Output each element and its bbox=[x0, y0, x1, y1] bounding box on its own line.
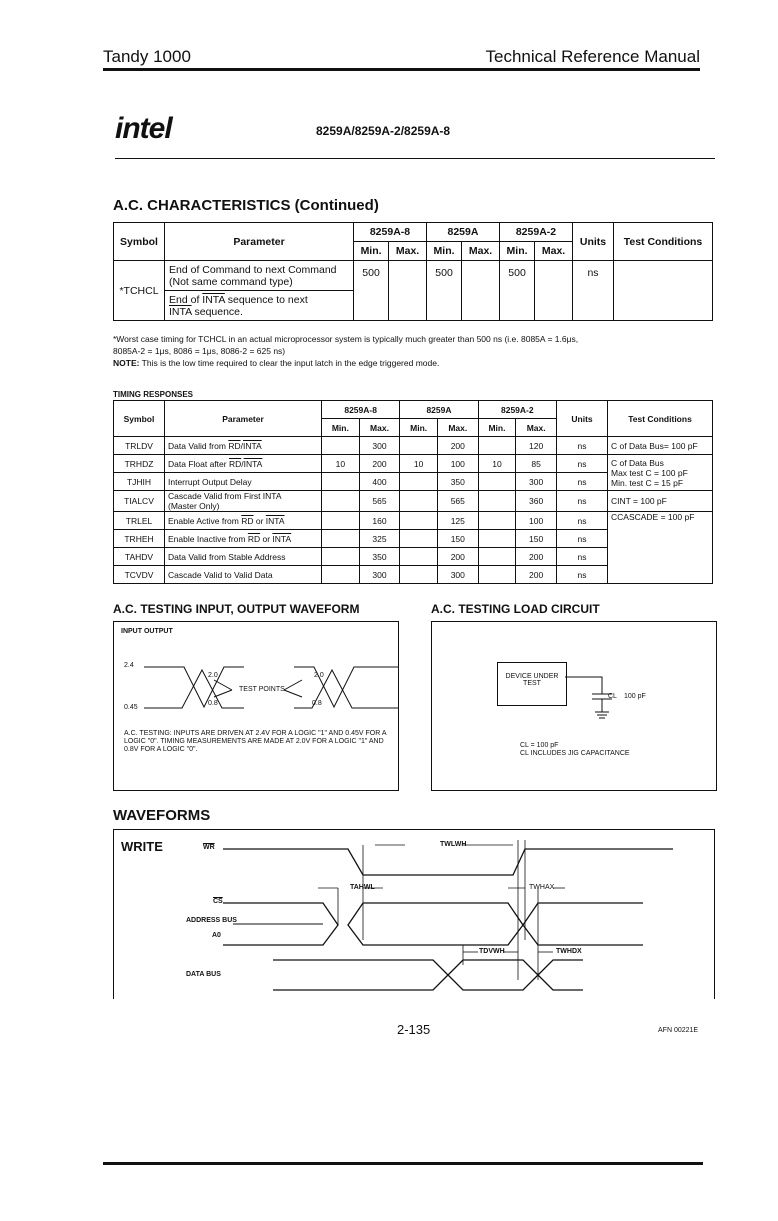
ac-param2: End of INTA sequence to next INTA sequence. bbox=[165, 291, 354, 321]
load-circuit-title: A.C. TESTING LOAD CIRCUIT bbox=[431, 602, 600, 616]
ac-h-max: Max. bbox=[535, 242, 573, 261]
test-cond-5: CINT = 100 pF bbox=[608, 491, 713, 512]
twhax-label: TWHAX bbox=[529, 884, 555, 891]
wr-label: $\overline{WR}$ bbox=[203, 844, 215, 851]
tr-h-test: Test Conditions bbox=[608, 401, 713, 437]
tr-h-8259a8: 8259A-8 bbox=[322, 401, 400, 419]
ac-table bbox=[113, 222, 713, 321]
doc-code: AFN 00221E bbox=[658, 1027, 699, 1034]
tr-h-8259a2: 8259A-2 bbox=[478, 401, 556, 419]
a0-label: A0 bbox=[212, 932, 221, 939]
table-row: TJHIH Interrupt Output Delay 400 350 300 ns bbox=[114, 473, 713, 491]
intel-logo: intel bbox=[115, 112, 172, 145]
test-points-label: TEST POINTS bbox=[239, 686, 285, 693]
arrow-line bbox=[284, 690, 302, 697]
data-prev bbox=[273, 960, 448, 990]
data-bus-label: DATA BUS bbox=[186, 971, 221, 978]
ac-h-max: Max. bbox=[462, 242, 500, 261]
waveforms-right-rule bbox=[714, 829, 715, 999]
tr-h-max: Max. bbox=[437, 419, 478, 437]
arrow-line bbox=[284, 680, 302, 690]
table-row: TRLDV Data Valid from $\overline{RD}$/INTA 300 200 120 ns C of Data Bus= 100 pF bbox=[114, 437, 713, 455]
ac-h-8259a: 8259A bbox=[426, 223, 499, 242]
ac-note1: *Worst case timing for TCHCL in an actual microprocessor system is typically much greater than 500 ns (i.e. 8085A = 1.6μs, bbox=[113, 334, 579, 344]
tr-h-parameter: Parameter bbox=[165, 401, 322, 437]
footer-rule bbox=[103, 1162, 703, 1165]
wire bbox=[565, 677, 602, 694]
test-cond-1: C of Data Bus= 100 pF bbox=[608, 437, 713, 455]
ac-val-8259a8-min: 500 bbox=[354, 261, 389, 321]
ac-h-8259a8: 8259A-8 bbox=[354, 223, 427, 242]
table-row: TCVDV Cascade Valid to Valid Data 300 300 200 ns bbox=[114, 566, 713, 584]
ac-h-min: Min. bbox=[354, 242, 389, 261]
tr-h-symbol: Symbol bbox=[114, 401, 165, 437]
arrow-line bbox=[214, 680, 232, 690]
input-waveform-title: A.C. TESTING INPUT, OUTPUT WAVEFORM bbox=[113, 602, 360, 616]
tr-h-min: Min. bbox=[322, 419, 360, 437]
tr-h-8259a: 8259A bbox=[400, 401, 478, 419]
ac-h-min: Min. bbox=[499, 242, 534, 261]
ac-h-symbol: Symbol bbox=[114, 223, 165, 261]
tr-h-min: Min. bbox=[478, 419, 516, 437]
ac-notes bbox=[113, 333, 713, 369]
table-row: TAHDV Data Valid from Stable Address 350 200 200 ns bbox=[114, 548, 713, 566]
ac-h-parameter: Parameter bbox=[165, 223, 354, 261]
table-row: TRHDZ Data Float after $\overline{RD}$/INTA 10 200 10 100 10 85 ns C of Data Bus Max test C = 100 pF Min. test C = 15 pF bbox=[114, 455, 713, 473]
header-left: Tandy 1000 bbox=[103, 47, 191, 66]
table-row: TRHEH Enable Inactive from $\overline{RD}$ or INTA 325 150 150 ns bbox=[114, 530, 713, 548]
cl-value: 100 pF bbox=[624, 693, 646, 700]
ac-note2: 8085A-2 = 1μs, 8086 = 1μs, 8086-2 = 625 ns) bbox=[113, 346, 286, 356]
ac-h-units: Units bbox=[573, 223, 614, 261]
timing-title: TIMING RESPONSES bbox=[113, 390, 194, 399]
arrow-line bbox=[214, 690, 232, 697]
wr-signal bbox=[223, 849, 673, 875]
cs-label: $\overline{CS}$ bbox=[213, 898, 223, 905]
ac-title: A.C. CHARACTERISTICS (Continued) bbox=[113, 197, 379, 214]
table-row: TRLEL Enable Active from $\overline{RD}$ or INTA 160 125 100 ns CCASCADE = 100 pF bbox=[114, 512, 713, 530]
data-window bbox=[448, 960, 538, 990]
ac-h-test: Test Conditions bbox=[614, 223, 713, 261]
t-high-label-2: 2.0 bbox=[314, 672, 324, 679]
addr-label: ADDRESS BUS bbox=[186, 917, 237, 924]
tr-h-max: Max. bbox=[359, 419, 400, 437]
input-waveform-box bbox=[113, 621, 399, 791]
ac-note3: NOTE: This is the low time required to clear the input latch in the edge triggered mode. bbox=[113, 358, 440, 368]
ac-h-max: Max. bbox=[389, 242, 427, 261]
v-low-label: 0.45 bbox=[124, 704, 138, 711]
logo-rule bbox=[115, 158, 715, 159]
tdvwh-label: TDVWH bbox=[479, 948, 505, 955]
test-cond-6: CCASCADE = 100 pF bbox=[608, 512, 713, 584]
part-numbers: 8259A/8259A-2/8259A-8 bbox=[316, 124, 451, 138]
waveform-line bbox=[294, 670, 398, 708]
dut-label: DEVICE UNDER TEST bbox=[505, 673, 559, 687]
ac-param1: End of Command to next Command (Not same command type) bbox=[165, 261, 354, 291]
cl-label: CL bbox=[608, 693, 617, 700]
ac-val-8259a2-min: 500 bbox=[499, 261, 534, 321]
header-right: Technical Reference Manual bbox=[485, 47, 700, 66]
ac-val-8259a-min: 500 bbox=[426, 261, 461, 321]
header-rule bbox=[103, 68, 700, 71]
timing-table bbox=[113, 400, 713, 584]
address-next bbox=[523, 903, 643, 945]
page-number: 2-135 bbox=[397, 1022, 431, 1037]
load-notes bbox=[520, 742, 630, 758]
ac-h-min: Min. bbox=[426, 242, 461, 261]
ac-units: ns bbox=[573, 261, 614, 321]
tr-h-max: Max. bbox=[516, 419, 557, 437]
write-label: WRITE bbox=[121, 839, 163, 854]
table-row: TIALCV Cascade Valid from First INTA (Master Only) 565 565 360 ns CINT = 100 pF bbox=[114, 491, 713, 512]
load-circuit-diagram bbox=[432, 622, 716, 790]
t-high-label: 2.0 bbox=[208, 672, 218, 679]
tr-h-units: Units bbox=[557, 401, 608, 437]
waveforms-title: WAVEFORMS bbox=[113, 807, 211, 824]
t-low-label-2: 0.8 bbox=[312, 700, 322, 707]
address-window bbox=[348, 903, 523, 945]
tahwl-label: TAHWL bbox=[350, 884, 375, 891]
waveform-line bbox=[144, 670, 244, 708]
t-low-label: 0.8 bbox=[208, 700, 218, 707]
tr-h-min: Min. bbox=[400, 419, 438, 437]
twhdx-label: TWHDX bbox=[556, 948, 582, 955]
load-circuit-box bbox=[431, 621, 717, 791]
load-note-2: CL INCLUDES JIG CAPACITANCE bbox=[520, 750, 630, 757]
input-waveform-desc: A.C. TESTING: INPUTS ARE DRIVEN AT 2.4V FOR A LOGIC "1" AND 0.45V FOR A LOGIC "0". TIMING MEASUREMENTS ARE MADE AT 2.0V FOR A LOGIC "1" AND 0.8V FOR A LOGIC "0". bbox=[124, 730, 387, 753]
data-next bbox=[538, 960, 583, 990]
ac-h-8259a2: 8259A-2 bbox=[499, 223, 572, 242]
v-high-label: 2.4 bbox=[124, 662, 134, 669]
test-cond-2: C of Data Bus Max test C = 100 pF Min. test C = 15 pF bbox=[608, 455, 713, 491]
input-output-label: INPUT OUTPUT bbox=[121, 628, 173, 635]
waveform-line bbox=[294, 667, 398, 707]
waveform-line bbox=[144, 667, 244, 707]
twlwh-label: TWLWH bbox=[440, 841, 467, 848]
load-note-1: CL = 100 pF bbox=[520, 742, 559, 749]
ac-symbol: *TCHCL bbox=[114, 261, 165, 321]
